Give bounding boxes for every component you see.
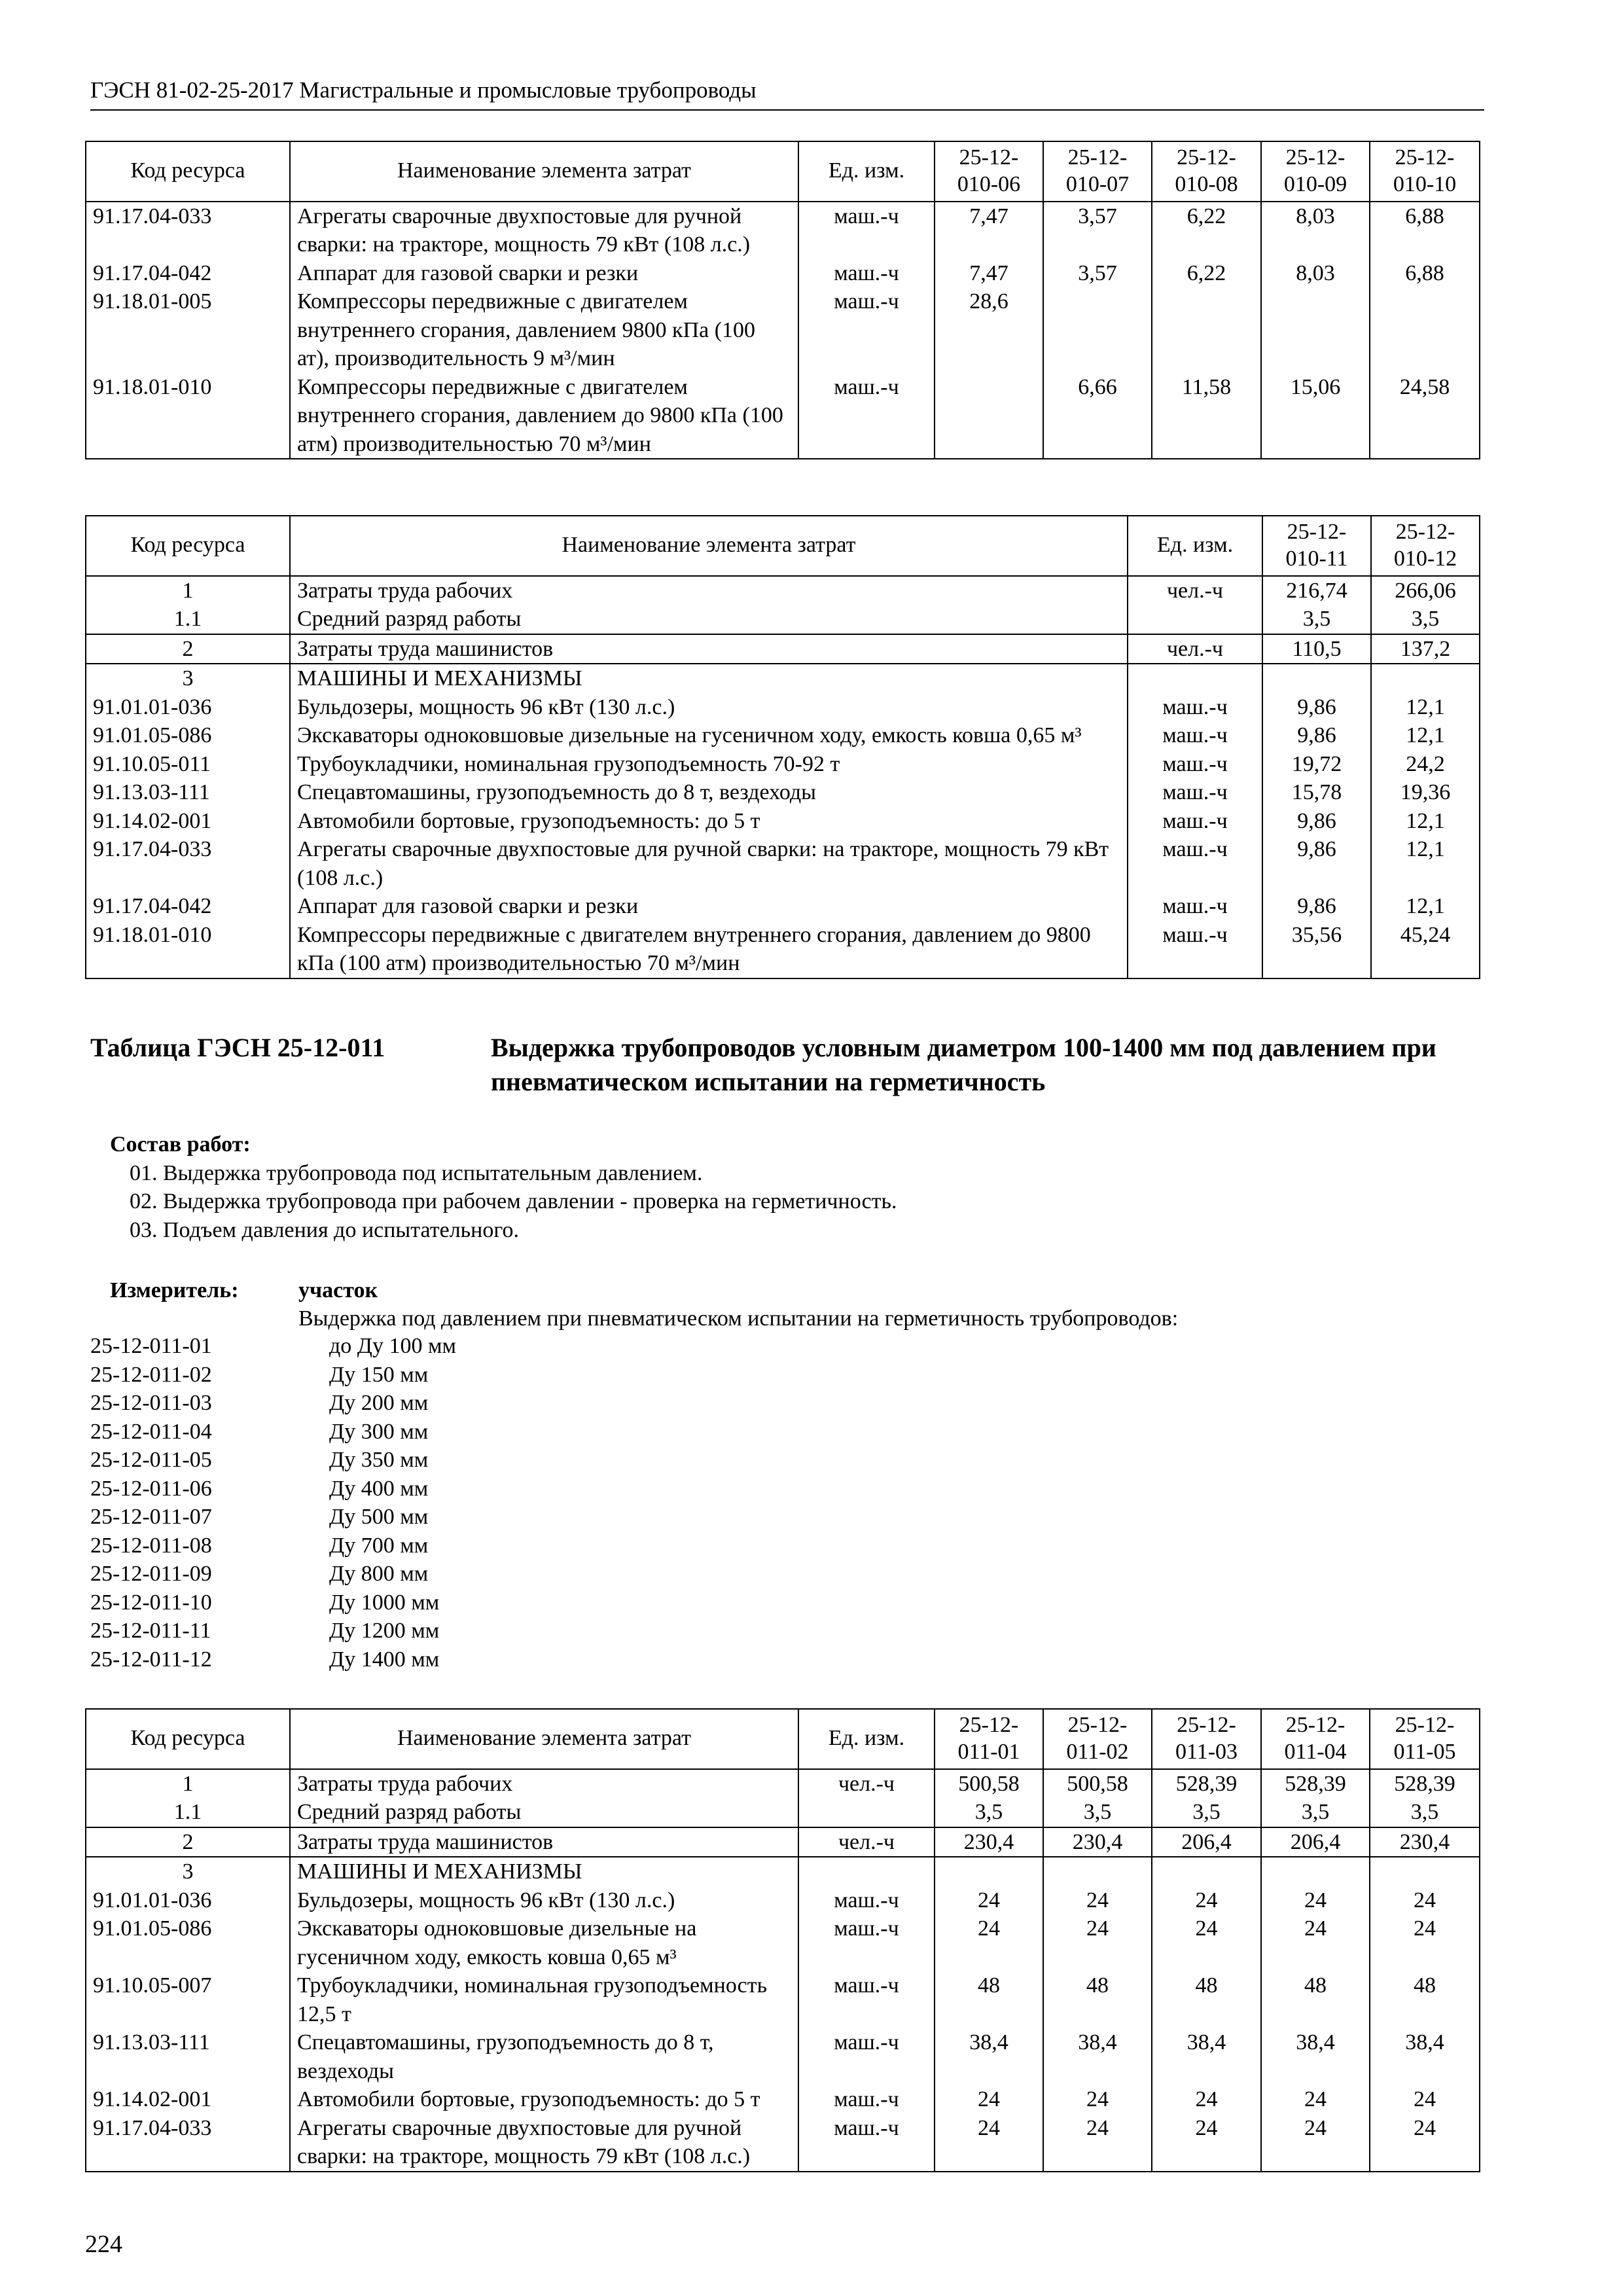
rate-value: 230,4 [1043, 1827, 1152, 1857]
rate-value: 48 [935, 1971, 1043, 2028]
rate-value: 24 [935, 2114, 1043, 2172]
rate-value: 24 [1043, 1914, 1152, 1971]
resource-code: 91.17.04-042 [86, 259, 290, 288]
resource-code: 91.17.04-033 [86, 202, 290, 259]
rate-diameter: Ду 350 мм [329, 1448, 429, 1472]
rate-value: 9,86 [1262, 721, 1371, 750]
table-row [86, 1886, 1480, 1915]
table-row [86, 807, 1480, 836]
resource-unit: маш.-ч [1128, 693, 1262, 722]
table-row [86, 1827, 1480, 1857]
rate-value: 24 [1152, 1886, 1261, 1915]
col-header-rate: 25-12- 010-08 [1152, 141, 1261, 202]
col-header-rate: 25-12- 011-04 [1261, 1709, 1370, 1769]
resource-unit: маш.-ч [1128, 778, 1262, 807]
table-row [86, 259, 1480, 288]
table-row [86, 835, 1480, 892]
rate-value: 12,1 [1371, 835, 1480, 892]
rate-value: 24 [1261, 1886, 1370, 1915]
resource-name: Затраты труда рабочих [290, 576, 1128, 605]
works-composition [110, 1130, 1419, 1244]
resource-code: 91.13.03-111 [86, 778, 290, 807]
rate-value: 11,58 [1152, 373, 1261, 459]
rate-diameter: Ду 800 мм [329, 1562, 429, 1586]
rate-value: 528,39 [1370, 1769, 1480, 1799]
rate-diameter: Ду 400 мм [329, 1476, 429, 1501]
rate-diameter: Ду 1200 мм [329, 1619, 440, 1643]
rate-value: 206,4 [1261, 1827, 1370, 1857]
rate-value: 206,4 [1152, 1827, 1261, 1857]
rate-value: 12,1 [1371, 807, 1480, 836]
rate-value: 500,58 [935, 1769, 1043, 1799]
rate-value: 45,24 [1371, 921, 1480, 978]
rate-value: 24 [1152, 2114, 1261, 2172]
resource-unit [798, 1798, 935, 1827]
resource-unit: маш.-ч [798, 1886, 935, 1915]
table-row [86, 664, 1480, 693]
resource-unit: маш.-ч [1128, 892, 1262, 921]
col-header-rate: 25-12- 010-10 [1370, 141, 1480, 202]
rate-value: 3,5 [1262, 605, 1371, 634]
rate-value: 38,4 [1261, 2028, 1370, 2085]
table-row [86, 892, 1480, 921]
resource-code: 91.14.02-001 [86, 807, 290, 836]
rate-value: 24 [1261, 1914, 1370, 1971]
resource-unit: чел.-ч [798, 1769, 935, 1799]
col-header-unit: Ед. изм. [798, 1709, 935, 1769]
col-header-rate: 25-12- 011-05 [1370, 1709, 1480, 1769]
resource-unit: маш.-ч [798, 287, 935, 373]
rate-value: 137,2 [1371, 634, 1480, 664]
rate-value: 6,22 [1152, 202, 1261, 259]
rate-value: 28,6 [935, 287, 1043, 373]
table-row [86, 576, 1480, 605]
rate-value: 110,5 [1262, 634, 1371, 664]
rate-value: 38,4 [1152, 2028, 1261, 2085]
rate-value: 24 [1370, 1886, 1480, 1915]
rate-value [1152, 287, 1261, 373]
resource-name: Автомобили бортовые, грузоподъемность: до 5 т [290, 2085, 798, 2114]
rate-value: 528,39 [1152, 1769, 1261, 1799]
resource-unit: маш.-ч [798, 2114, 935, 2172]
work-item: 01. Выдержка трубопровода под испытательным давлением. [130, 1160, 703, 1185]
table-row [86, 2085, 1480, 2114]
resource-unit: маш.-ч [798, 1914, 935, 1971]
resource-name: МАШИНЫ И МЕХАНИЗМЫ [290, 664, 1128, 693]
resource-name: Затраты труда машинистов [290, 1827, 798, 1857]
col-header-rate: 25-12- 011-02 [1043, 1709, 1152, 1769]
table-row [86, 1857, 1480, 1886]
table-row [86, 2028, 1480, 2085]
resource-unit: чел.-ч [1128, 634, 1262, 664]
rate-value: 19,72 [1262, 750, 1371, 779]
rate-value: 7,47 [935, 202, 1043, 259]
rate-value: 48 [1261, 1971, 1370, 2028]
rate-value: 3,5 [1371, 605, 1480, 634]
rate-value [1261, 287, 1370, 373]
table-row [86, 2114, 1480, 2172]
resource-unit: маш.-ч [798, 2085, 935, 2114]
rate-value [1262, 664, 1371, 693]
col-header-unit: Ед. изм. [798, 141, 935, 202]
rate-diameter: Ду 150 мм [329, 1362, 429, 1387]
resource-name: Агрегаты сварочные двухпостовые для ручной сварки: на тракторе, мощность 79 кВт (108 л.с.) [290, 835, 1128, 892]
rate-value: 48 [1152, 1971, 1261, 2028]
resource-table-010-11-12 [85, 515, 1480, 979]
rate-code: 25-12-011-12 [90, 1647, 212, 1672]
rate-value: 3,5 [1152, 1798, 1261, 1827]
rate-value: 12,1 [1371, 892, 1480, 921]
running-header: ГЭСН 81-02-25-2017 Магистральные и промысловые трубопроводы [90, 76, 1484, 111]
rate-value: 6,88 [1370, 259, 1480, 288]
table-row [86, 634, 1480, 664]
resource-name: Компрессоры передвижные с двигателем внутреннего сгорания, давлением до 9800 кПа (100 атм) производительностью 70 м³/мин [290, 373, 798, 459]
table-title: Выдержка трубопроводов условным диаметром 100-1400 мм под давлением при пневматическом испытании на герметичность [491, 1033, 1436, 1096]
rate-value: 24 [935, 1886, 1043, 1915]
resource-code: 91.18.01-010 [86, 373, 290, 459]
resource-unit: маш.-ч [798, 259, 935, 288]
col-header-rate: 25-12- 010-11 [1262, 516, 1371, 576]
resource-name: Бульдозеры, мощность 96 кВт (130 л.с.) [290, 1886, 798, 1915]
resource-code: 91.18.01-010 [86, 921, 290, 978]
resource-name: Трубоукладчики, номинальная грузоподъемность 70-92 т [290, 750, 1128, 779]
rate-value: 6,66 [1043, 373, 1152, 459]
resource-name: Средний разряд работы [290, 605, 1128, 634]
resource-name: Средний разряд работы [290, 1798, 798, 1827]
col-header-rate: 25-12- 011-01 [935, 1709, 1043, 1769]
rate-value: 6,88 [1370, 202, 1480, 259]
rate-diameter: Ду 1000 мм [329, 1590, 440, 1615]
rate-value: 24 [1043, 2114, 1152, 2172]
rate-value: 9,86 [1262, 835, 1371, 892]
rate-value: 8,03 [1261, 202, 1370, 259]
resource-code: 91.01.01-036 [86, 693, 290, 722]
rate-value [1043, 287, 1152, 373]
rate-value [1261, 1857, 1370, 1886]
rate-diameter: Ду 1400 мм [329, 1647, 440, 1672]
table-row [86, 1914, 1480, 1971]
rate-value: 7,47 [935, 259, 1043, 288]
resource-code: 91.17.04-042 [86, 892, 290, 921]
rate-value: 3,5 [935, 1798, 1043, 1827]
rate-value [1371, 664, 1480, 693]
resource-code: 91.01.05-086 [86, 721, 290, 750]
table-row [86, 1798, 1480, 1827]
rate-value [935, 373, 1043, 459]
table-row [86, 921, 1480, 978]
col-header-name: Наименование элемента затрат [290, 1709, 798, 1769]
rate-value: 3,5 [1261, 1798, 1370, 1827]
resource-unit: маш.-ч [798, 202, 935, 259]
resource-code: 3 [86, 664, 290, 693]
resource-unit: маш.-ч [798, 2028, 935, 2085]
rate-value: 24,2 [1371, 750, 1480, 779]
col-header-rate: 25-12- 010-09 [1261, 141, 1370, 202]
resource-unit: маш.-ч [1128, 750, 1262, 779]
work-item: 03. Подъем давления до испытательного. [130, 1217, 519, 1242]
resource-unit: маш.-ч [798, 373, 935, 459]
works-header: Состав работ: [110, 1132, 251, 1157]
rate-value: 24 [1043, 1886, 1152, 1915]
rate-value: 500,58 [1043, 1769, 1152, 1799]
table-row [86, 721, 1480, 750]
rate-value: 8,03 [1261, 259, 1370, 288]
rate-value: 216,74 [1262, 576, 1371, 605]
resource-unit [1128, 664, 1262, 693]
rate-value [1152, 1857, 1261, 1886]
resource-name: Агрегаты сварочные двухпостовые для ручной сварки: на тракторе, мощность 79 кВт (108 л.с.) [290, 202, 798, 259]
rate-value: 24 [1152, 2085, 1261, 2114]
col-header-rate: 25-12- 010-07 [1043, 141, 1152, 202]
table-row [86, 778, 1480, 807]
rate-value: 48 [1043, 1971, 1152, 2028]
resource-name: Спецавтомашины, грузоподъемность до 8 т, вездеходы [290, 778, 1128, 807]
work-item: 02. Выдержка трубопровода при рабочем давлении - проверка на герметичность. [130, 1189, 897, 1214]
rate-value [1043, 1857, 1152, 1886]
rate-value: 24 [935, 1914, 1043, 1971]
resource-code: 91.10.05-011 [86, 750, 290, 779]
col-header-unit: Ед. изм. [1128, 516, 1262, 576]
table-row [86, 1769, 1480, 1799]
resource-name: Бульдозеры, мощность 96 кВт (130 л.с.) [290, 693, 1128, 722]
rate-value: 12,1 [1371, 693, 1480, 722]
rate-value: 3,57 [1043, 202, 1152, 259]
rate-value: 24 [1261, 2114, 1370, 2172]
rate-value: 6,22 [1152, 259, 1261, 288]
rate-value: 15,06 [1261, 373, 1370, 459]
col-header-rate: 25-12- 011-03 [1152, 1709, 1261, 1769]
rate-value: 3,5 [1370, 1798, 1480, 1827]
rate-value: 9,86 [1262, 807, 1371, 836]
meter-description: Выдержка под давлением при пневматическом испытании на герметичность трубопроводов: [298, 1306, 1179, 1331]
col-header-code: Код ресурса [86, 141, 290, 202]
rate-value: 24 [1370, 2085, 1480, 2114]
rate-value: 38,4 [1370, 2028, 1480, 2085]
rate-value: 38,4 [935, 2028, 1043, 2085]
resource-unit: маш.-ч [1128, 835, 1262, 892]
resource-table-011-01-05 [85, 1708, 1480, 2172]
resource-name: Автомобили бортовые, грузоподъемность: до 5 т [290, 807, 1128, 836]
rate-code: 25-12-011-08 [90, 1533, 212, 1558]
col-header-rate: 25-12- 010-12 [1371, 516, 1480, 576]
resource-code: 91.01.05-086 [86, 1914, 290, 1971]
rate-diameter: Ду 200 мм [329, 1391, 429, 1415]
rate-value: 24 [1370, 2114, 1480, 2172]
meter-unit: участок [298, 1278, 378, 1302]
rate-value: 48 [1370, 1971, 1480, 2028]
table-row [86, 750, 1480, 779]
rate-diameter: Ду 500 мм [329, 1505, 429, 1529]
resource-unit: маш.-ч [1128, 721, 1262, 750]
rate-code: 25-12-011-02 [90, 1362, 212, 1387]
resource-code: 91.14.02-001 [86, 2085, 290, 2114]
rate-value: 15,78 [1262, 778, 1371, 807]
resource-unit: маш.-ч [1128, 921, 1262, 978]
rate-diameter: Ду 300 мм [329, 1419, 429, 1444]
resource-name: Затраты труда машинистов [290, 634, 1128, 664]
rate-value [935, 1857, 1043, 1886]
meter-label: Измеритель: [110, 1278, 239, 1302]
rate-value: 35,56 [1262, 921, 1371, 978]
resource-unit [798, 1857, 935, 1886]
resource-code: 91.01.01-036 [86, 1886, 290, 1915]
resource-code: 2 [86, 634, 290, 664]
rate-value: 24 [1043, 2085, 1152, 2114]
resource-name: Компрессоры передвижные с двигателем внутреннего сгорания, давлением 9800 кПа (100 ат), производительность 9 м³/мин [290, 287, 798, 373]
table-row [86, 287, 1480, 373]
resource-code: 91.10.05-007 [86, 1971, 290, 2028]
rate-value: 9,86 [1262, 693, 1371, 722]
resource-name: Аппарат для газовой сварки и резки [290, 259, 798, 288]
rate-code: 25-12-011-03 [90, 1391, 212, 1415]
resource-name: Агрегаты сварочные двухпостовые для ручной сварки: на тракторе, мощность 79 кВт (108 л.с.) [290, 2114, 798, 2172]
rate-value: 266,06 [1371, 576, 1480, 605]
col-header-name: Наименование элемента затрат [290, 141, 798, 202]
rate-value: 230,4 [935, 1827, 1043, 1857]
resource-name: Спецавтомашины, грузоподъемность до 8 т, вездеходы [290, 2028, 798, 2085]
rate-value: 19,36 [1371, 778, 1480, 807]
resource-code: 1.1 [86, 605, 290, 634]
rate-code: 25-12-011-01 [90, 1334, 212, 1358]
rate-value [1370, 1857, 1480, 1886]
table-label: Таблица ГЭСН 25-12-011 [90, 1033, 385, 1062]
rate-code: 25-12-011-10 [90, 1590, 212, 1615]
rate-value: 3,5 [1043, 1798, 1152, 1827]
rate-code: 25-12-011-11 [90, 1619, 211, 1643]
resource-unit: чел.-ч [1128, 576, 1262, 605]
resource-code: 3 [86, 1857, 290, 1886]
resource-code: 1.1 [86, 1798, 290, 1827]
table-row [86, 202, 1480, 259]
rate-value: 24 [1261, 2085, 1370, 2114]
resource-unit [1128, 605, 1262, 634]
rate-diameter: до Ду 100 мм [329, 1334, 457, 1358]
resource-code: 91.17.04-033 [86, 835, 290, 892]
resource-table-010-06-10 [85, 141, 1480, 459]
rate-value: 38,4 [1043, 2028, 1152, 2085]
resource-code: 91.13.03-111 [86, 2028, 290, 2085]
rate-code: 25-12-011-09 [90, 1562, 212, 1586]
resource-unit: чел.-ч [798, 1827, 935, 1857]
col-header-code: Код ресурса [86, 1709, 290, 1769]
rate-code: 25-12-011-06 [90, 1476, 212, 1501]
rate-value: 9,86 [1262, 892, 1371, 921]
resource-name: Экскаваторы одноковшовые дизельные на гусеничном ходу, емкость ковша 0,65 м³ [290, 721, 1128, 750]
table-row [86, 373, 1480, 459]
rate-value: 24,58 [1370, 373, 1480, 459]
resource-code: 91.18.01-005 [86, 287, 290, 373]
rate-code: 25-12-011-05 [90, 1448, 212, 1472]
resource-name: Экскаваторы одноковшовые дизельные на гусеничном ходу, емкость ковша 0,65 м³ [290, 1914, 798, 1971]
resource-name: Затраты труда рабочих [290, 1769, 798, 1799]
resource-name: Аппарат для газовой сварки и резки [290, 892, 1128, 921]
resource-name: Компрессоры передвижные с двигателем внутреннего сгорания, давлением до 9800 кПа (100 атм) производительностью 70 м³/мин [290, 921, 1128, 978]
resource-name: МАШИНЫ И МЕХАНИЗМЫ [290, 1857, 798, 1886]
rate-value: 3,57 [1043, 259, 1152, 288]
rate-value: 528,39 [1261, 1769, 1370, 1799]
rate-value: 24 [935, 2085, 1043, 2114]
resource-unit: маш.-ч [798, 1971, 935, 2028]
table-row [86, 1971, 1480, 2028]
rate-value: 12,1 [1371, 721, 1480, 750]
page-number: 224 [85, 2231, 122, 2258]
col-header-rate: 25-12- 010-06 [935, 141, 1043, 202]
table-row [86, 605, 1480, 634]
rate-value: 230,4 [1370, 1827, 1480, 1857]
table-row [86, 693, 1480, 722]
rate-value [1370, 287, 1480, 373]
resource-unit: маш.-ч [1128, 807, 1262, 836]
col-header-code: Код ресурса [86, 516, 290, 576]
resource-code: 1 [86, 576, 290, 605]
resource-name: Трубоукладчики, номинальная грузоподъемность 12,5 т [290, 1971, 798, 2028]
resource-code: 2 [86, 1827, 290, 1857]
resource-code: 91.17.04-033 [86, 2114, 290, 2172]
rate-code: 25-12-011-04 [90, 1419, 212, 1444]
rate-code: 25-12-011-07 [90, 1505, 212, 1529]
rate-value: 24 [1370, 1914, 1480, 1971]
resource-code: 1 [86, 1769, 290, 1799]
col-header-name: Наименование элемента затрат [290, 516, 1128, 576]
rate-value: 24 [1152, 1914, 1261, 1971]
rate-diameter: Ду 700 мм [329, 1533, 429, 1558]
